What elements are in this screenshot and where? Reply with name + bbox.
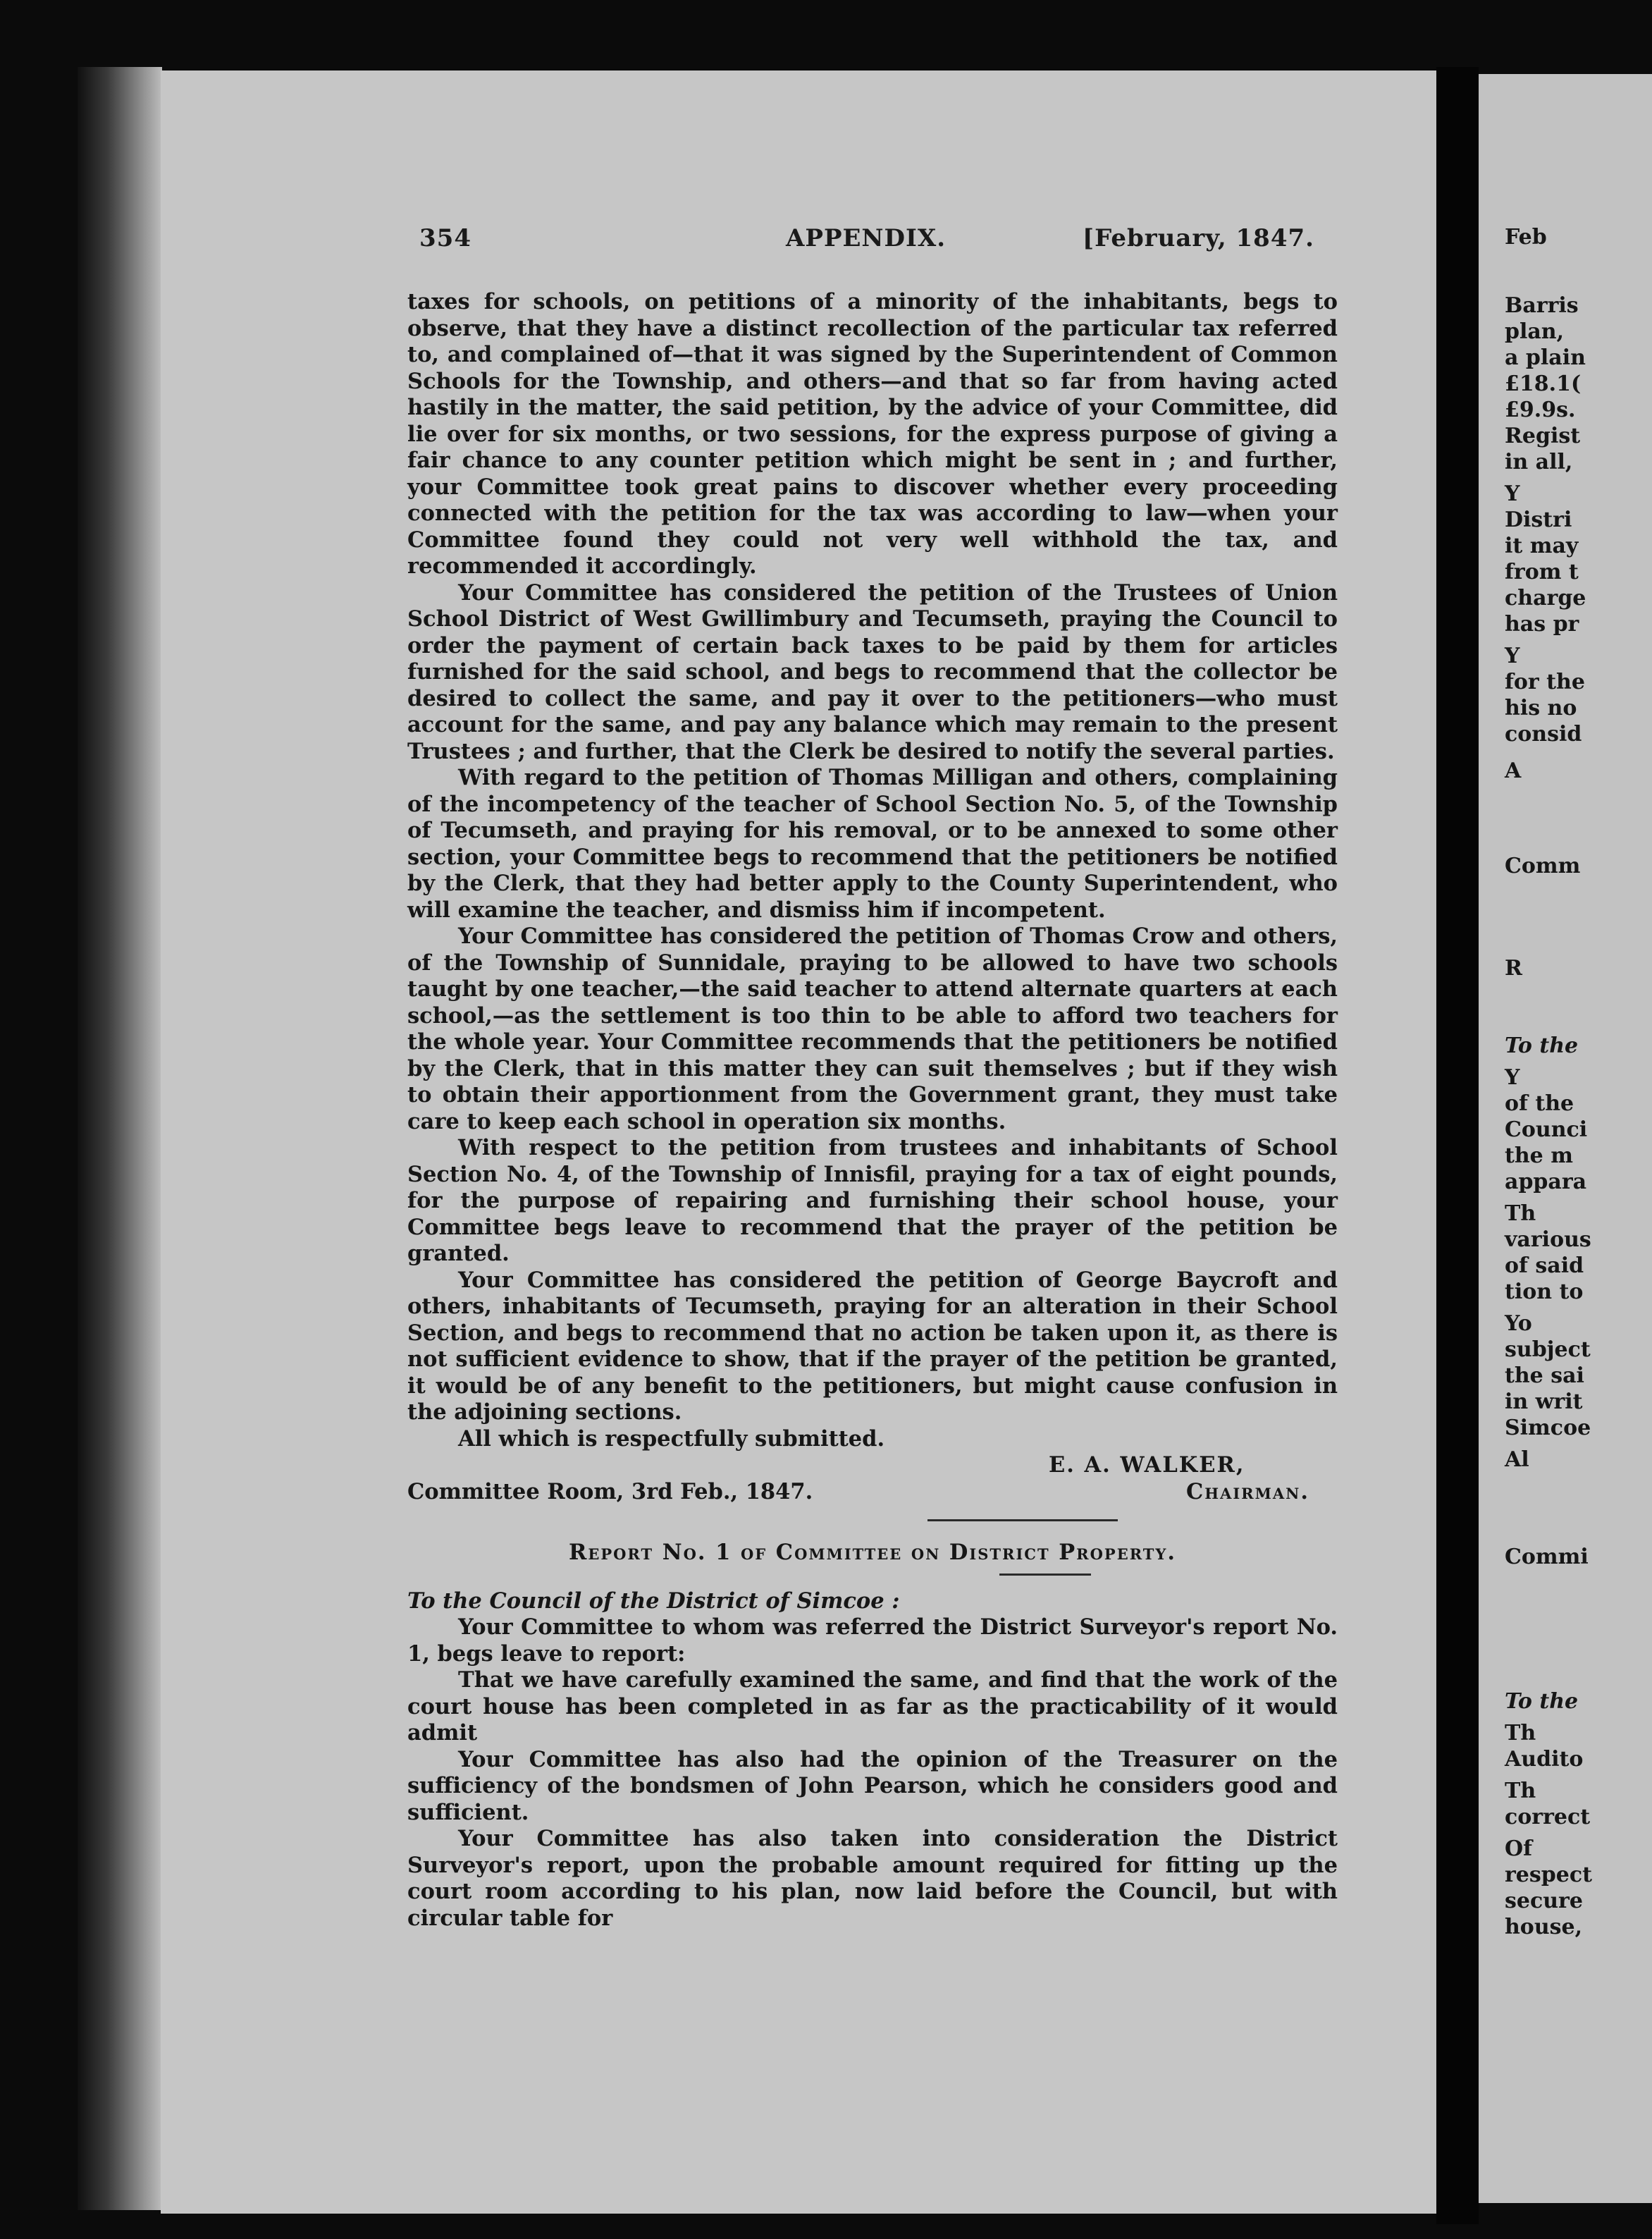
facing-page-line: it may [1505,534,1579,558]
facing-page-line: respect [1505,1863,1592,1887]
facing-page-line: Simcoe [1505,1416,1591,1440]
page-number: 354 [419,224,471,252]
facing-page-line: plan, [1505,319,1565,344]
paragraph: All which is respectfully submitted. [458,1425,885,1452]
facing-page-line: Commi [1505,1545,1589,1569]
page-gutter-shadow [78,67,162,2210]
facing-page-line: A [1505,759,1522,783]
facing-page-line: house, [1505,1915,1583,1939]
facing-page-line: To the [1505,1033,1579,1058]
facing-page-line: correct [1505,1805,1591,1829]
page-body [407,289,1338,1932]
running-title: APPENDIX. [786,224,947,252]
paragraph: Your Committee has also taken into consideration the District Surveyor's report, upon the probable amount required for fitting up the court room according to his plan, now laid before the Council, but with circular table for [407,1826,1338,1931]
section-divider [927,1519,1118,1521]
paragraph: Your Committee has considered the petition of Thomas Crow and others, of the Township of Sunnidale, praying to be allowed to have two schools taught by one teacher,—the said teacher to attend alternate quarters at each school,—as the settlement is too thin to be able to afford two teachers for the whole year. Your Committee recommends that the petitioners be notified by the Clerk, that in this matter they can suit themselves ; but if they wish to obtain their apportionment from the Government grant, they must take care to keep each school in operation six months. [407,924,1338,1134]
facing-page-line: Y [1505,1065,1520,1090]
facing-page-line: subject [1505,1337,1591,1362]
facing-page-line: Th [1505,1779,1536,1803]
paragraph: That we have carefully examined the same, and find that the work of the court house has been completed in as far as the practicability of it would admit [407,1667,1338,1746]
facing-page-line: of the [1505,1091,1574,1116]
facing-page-line: Th [1505,1721,1536,1746]
facing-page-line: Distri [1505,508,1572,532]
facing-page-line: a plain [1505,345,1586,370]
facing-page-line: Al [1505,1447,1529,1472]
facing-page-line: Audito [1505,1747,1584,1772]
facing-page-line: the m [1505,1143,1573,1168]
paragraph: Your Committee has considered the petition of the Trustees of Union School District of West Gwillimbury and Tecumseth, praying the Council to order the payment of certain back taxes to be paid by them for articles furnished for the said school, and begs to recommend that the collector be desired to collect the same, and pay it over to the petitioners—who must account for the same, and pay any balance which may remain to the present Trustees ; and further, that the Clerk be desired to notify the several parties. [407,579,1338,764]
facing-page-line: Counci [1505,1117,1588,1142]
facing-page-line: tion to [1505,1280,1584,1304]
facing-page-line: To the [1505,1689,1579,1714]
addressee: To the Council of the District of Simcoe : [407,1588,900,1614]
signatory-role: Chairman. [1185,1478,1309,1504]
facing-page-line: the sai [1505,1363,1584,1388]
facing-page-line: Comm [1505,854,1581,878]
facing-page-line: Of [1505,1836,1533,1861]
facing-page-line: his no [1505,696,1577,720]
paragraph: With respect to the petition from trustees and inhabitants of School Section No. 4, of the Township of Innisfil, praying for a tax of eight pounds, for the purpose of repairing and furnishing their school house, your Committee begs leave to recommend that the prayer of the petition be granted. [407,1135,1338,1266]
facing-page-line: Y [1505,481,1520,506]
facing-page-line: R [1505,956,1522,981]
paragraph: Your Committee has also had the opinion of the Treasurer on the sufficiency of the bondsmen of John Pearson, which he considers good and sufficient. [407,1746,1338,1825]
facing-page-line: charge [1505,586,1586,611]
facing-page-line: in all, [1505,450,1573,474]
committee-room-date: Committee Room, 3rd Feb., 1847. [407,1478,813,1504]
facing-page-line: various [1505,1227,1591,1252]
facing-page-line: appara [1505,1170,1587,1194]
facing-page-line: £9.9s. [1505,398,1576,422]
facing-page-line: Y [1505,644,1520,668]
facing-page-line: for the [1505,670,1585,694]
facing-page-line: of said [1505,1253,1584,1278]
signature-row [407,1479,1338,1506]
facing-page-line: Regist [1505,424,1581,448]
book-spine [1436,67,1479,2224]
facing-page-line: consid [1505,722,1582,747]
facing-page-line: Th [1505,1201,1536,1226]
title-underline [999,1574,1091,1576]
facing-page-line: Yo [1505,1311,1532,1336]
facing-page-line: from t [1505,560,1579,584]
facing-page-line: has pr [1505,612,1579,637]
paragraph: taxes for schools, on petitions of a minority of the inhabitants, begs to observe, that they have a distinct recollection of the particular tax referred to, and complained of—that it was signed by the Superintendent of Common Schools for the Township, and others—and that so far from having acted hastily in the matter, the said petition, by the advice of your Committee, did lie over for six months, or two sessions, for the express purpose of giving a fair chance to any counter petition which might be sent in ; and further, your Committee took great pains to discover whether every proceeding connected with the petition for the tax was according to law—when your Committee found they could not very well withhold the tax, and recommended it accordingly. [407,289,1338,579]
facing-page-line: Barris [1505,293,1579,318]
paragraph: Your Committee to whom was referred the District Surveyor's report No. 1, begs leave to report: [407,1614,1338,1667]
facing-page-line: in writ [1505,1390,1583,1414]
paragraph: With regard to the petition of Thomas Milligan and others, complaining of the incompetency of the teacher of School Section No. 5, of the Township of Tecumseth, and praying for his removal, or to be annexed to some other section, your Committee begs to recommend that the petitioners be notified by the Clerk, that they had better apply to the County Superintendent, who will examine the teacher, and dismiss him if incompetent. [407,765,1338,923]
running-date: [February, 1847. [1083,224,1314,252]
facing-page-header: Feb [1505,225,1547,250]
running-header [419,224,1314,266]
facing-page-line: £18.1( [1505,372,1582,396]
signatory-name: E. A. WALKER, [1049,1452,1245,1478]
paragraph: Your Committee has considered the petition of George Baycroft and others, inhabitants of Tecumseth, praying for an alteration in their School Section, and begs to recommend that no action be taken upon it, as there is not sufficient evidence to show, that if the prayer of the petition be granted, it would be of any benefit to the petitioners, but might cause confusion in the adjoining sections. [407,1267,1338,1425]
facing-page-line: secure [1505,1889,1583,1913]
report-title: Report No. 1 of Committee on District Property. [568,1540,1177,1565]
